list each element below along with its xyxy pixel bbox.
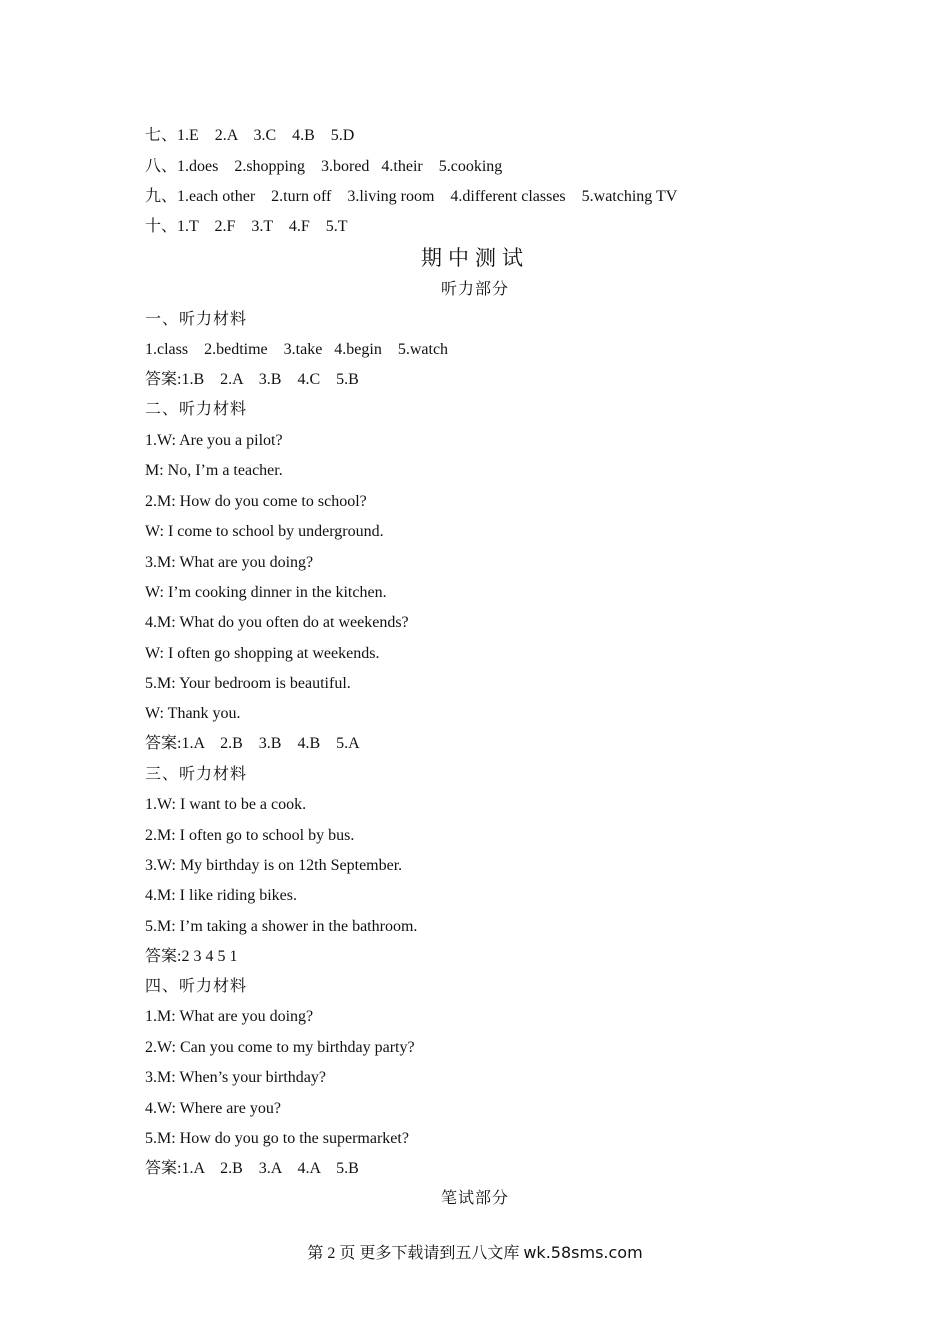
written-section-title: 笔试部分 [440, 1190, 509, 1207]
part4-heading: 四、听力材料 [145, 978, 248, 995]
part3-line: 1.W: I want to be a cook. [145, 796, 307, 813]
answer-line-9: 九、1.each other 2.turn off 3.living room 4.different classes 5.watching TV [145, 188, 678, 205]
part1-words: 1.class 2.bedtime 3.take 4.begin 5.watch [145, 341, 449, 358]
part2-line: 2.M: How do you come to school? [145, 493, 367, 510]
part2-line: 3.M: What are you doing? [145, 554, 314, 571]
part3-answer: 答案:2 3 4 5 1 [145, 948, 238, 965]
part2-line: 5.M: Your bedroom is beautiful. [145, 675, 351, 692]
part1-heading: 一、听力材料 [145, 311, 248, 328]
part4-line: 1.M: What are you doing? [145, 1008, 314, 1025]
part3-line: 2.M: I often go to school by bus. [145, 827, 355, 844]
part4-line: 2.W: Can you come to my birthday party? [145, 1039, 415, 1056]
footer-site-link[interactable]: wk.58sms.com [523, 1243, 643, 1262]
listening-section-title: 听力部分 [440, 281, 509, 298]
part3-line: 3.W: My birthday is on 12th September. [145, 857, 403, 874]
part2-line: W: I come to school by underground. [145, 523, 384, 540]
part2-line: W: Thank you. [145, 705, 241, 722]
part2-line: 4.M: What do you often do at weekends? [145, 614, 409, 631]
answer-line-8: 八、1.does 2.shopping 3.bored 4.their 5.cooking [145, 158, 503, 175]
part2-line: M: No, I’m a teacher. [145, 462, 283, 479]
part2-line: W: I often go shopping at weekends. [145, 645, 380, 662]
footer-page-label: 第 2 页 更多下载请到五八文库 [307, 1245, 520, 1262]
part3-line: 4.M: I like riding bikes. [145, 887, 297, 904]
part4-line: 3.M: When’s your birthday? [145, 1069, 327, 1086]
part3-heading: 三、听力材料 [145, 766, 248, 783]
answer-line-7: 七、1.E 2.A 3.C 4.B 5.D [145, 127, 355, 144]
part4-line: 4.W: Where are you? [145, 1100, 281, 1117]
midterm-title: 期中测试 [421, 246, 529, 270]
answer-line-10: 十、1.T 2.F 3.T 4.F 5.T [145, 218, 348, 235]
part2-answer: 答案:1.A 2.B 3.B 4.B 5.A [145, 735, 360, 752]
part4-line: 5.M: How do you go to the supermarket? [145, 1130, 409, 1147]
part3-line: 5.M: I’m taking a shower in the bathroom. [145, 918, 418, 935]
part2-line: W: I’m cooking dinner in the kitchen. [145, 584, 387, 601]
part2-heading: 二、听力材料 [145, 401, 248, 418]
page-footer [0, 1243, 950, 1264]
part4-answer: 答案:1.A 2.B 3.A 4.A 5.B [145, 1160, 359, 1177]
part1-answer: 答案:1.B 2.A 3.B 4.C 5.B [145, 371, 359, 388]
part2-line: 1.W: Are you a pilot? [145, 432, 283, 449]
